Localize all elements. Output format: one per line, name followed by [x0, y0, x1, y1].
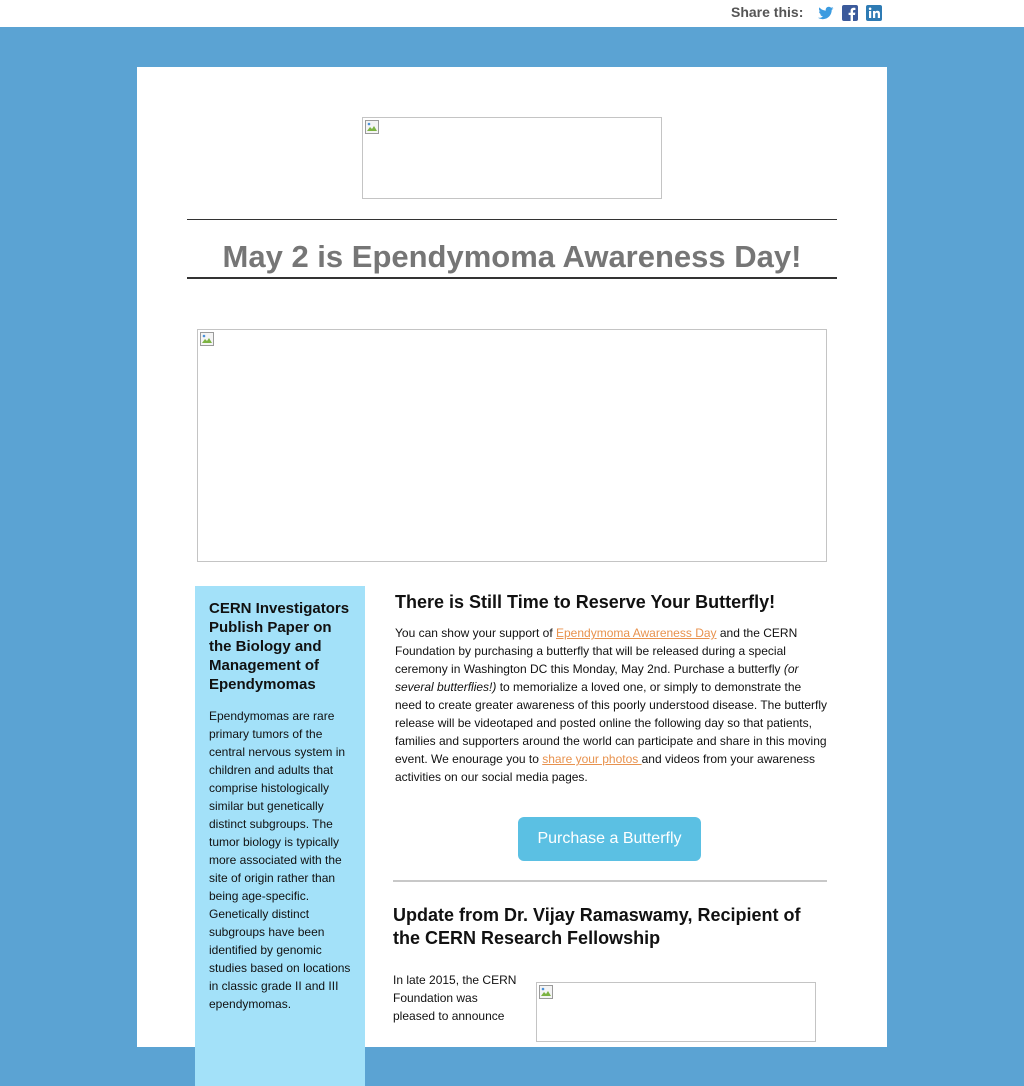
awareness-day-link[interactable]: Ependymoma Awareness Day [556, 626, 717, 640]
hero-image [197, 329, 827, 562]
divider [393, 880, 827, 882]
article-body [395, 624, 829, 786]
body-italic: (or several butterflies!) [395, 662, 799, 694]
body-text: and the CERN Foundation by purchasing a butterfly that will be released during a special ceremony in Washington DC this Monday, May 2nd. Purchase a butterfly [395, 626, 798, 676]
broken-image-icon [539, 985, 553, 999]
newsletter-card [137, 67, 887, 1047]
purchase-butterfly-button[interactable]: Purchase a Butterfly [518, 817, 701, 861]
broken-image-icon [200, 332, 214, 346]
update-body: In late 2015, the CERN Foundation was pleased to announce [393, 973, 517, 1023]
twitter-icon[interactable] [818, 5, 834, 21]
update-title: Update from Dr. Vijay Ramaswamy, Recipient of the CERN Research Fellowship [393, 905, 801, 948]
linkedin-icon[interactable] [866, 5, 882, 21]
divider [187, 219, 837, 220]
sidebar-title[interactable]: CERN Investigators Publish Paper on the Biology and Management of Ependymomas [209, 600, 350, 693]
sidebar-body: Ependymomas are rare primary tumors of the central nervous system in children and adults that comprise histologically similar but genetically distinct subgroups. The tumor biology is typically more associated with the site of origin rather than being age-specific. Genetically distinct subgroups have been identified by genomic studies based on locations in classic grade II and III ependymomas. [209, 709, 351, 1011]
logo-image [362, 117, 662, 199]
sidebar-article [195, 586, 365, 1086]
body-text: and videos from your awareness activities on our social media pages. [395, 752, 816, 784]
fellowship-image [536, 982, 816, 1042]
divider [187, 277, 837, 279]
body-text: You can show your support of [395, 626, 556, 640]
facebook-icon[interactable] [842, 5, 858, 21]
article-title: There is Still Time to Reserve Your Butterfly! [395, 592, 776, 612]
page-title: May 2 is Ependymoma Awareness Day! [222, 239, 802, 274]
body-text: to memorialize a loved one, or simply to demonstrate the need to create greater awareness of this poorly understood disease. The butterfly release will be videotaped and posted online the following day so that patients, families and supporters around the world can participate and share in this moving event. We enourage you to [395, 680, 828, 766]
share-bar [0, 0, 1024, 27]
share-label: Share this: [731, 4, 804, 20]
share-photos-link[interactable]: share your photos [542, 752, 642, 766]
broken-image-icon [365, 120, 379, 134]
